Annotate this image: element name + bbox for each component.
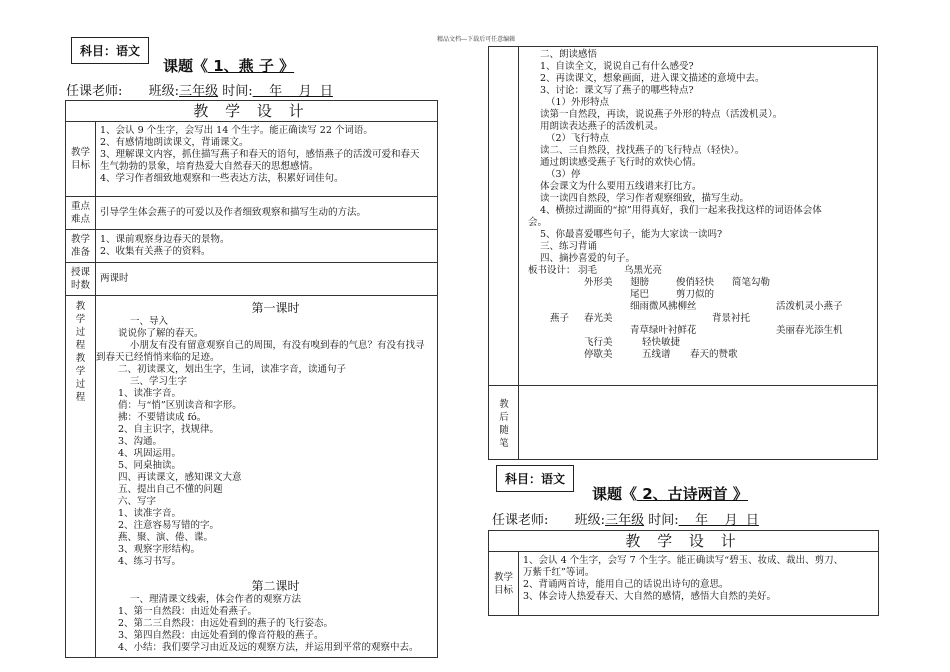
class-value: 三年级	[179, 84, 219, 99]
prep-label: 教学 准备	[66, 230, 96, 263]
prep-cell	[96, 230, 438, 263]
lesson1-line: 小朋友有没有留意观察自己的周围，有没有嗅到春的气息？有没有找寻	[130, 340, 425, 351]
lesson1-line: 二、初读课文，划出生字，生词，读准字音，读通句子	[118, 364, 347, 375]
board-text: 五线谱	[642, 349, 671, 360]
cont-line: 2、再读课文，想象画面，进入课文描述的意境中去。	[540, 73, 765, 84]
prep-line: 1、课前观察身边春天的景物。	[100, 234, 230, 245]
lesson1-line: 说说你了解的春天。	[118, 328, 204, 339]
board-text: 停歇美	[584, 349, 613, 360]
lesson1-line: 2、注意容易写错的字。	[118, 520, 220, 531]
board-text: 背景衬托	[712, 313, 751, 324]
board-text: 活泼机灵小燕子	[776, 301, 843, 312]
subject-label-2: 科目：语文	[496, 465, 574, 492]
cont-line: 二、朗读感悟	[540, 49, 598, 60]
lesson1-line: 四、再读课文，感知课文大意	[118, 472, 242, 483]
goal-line: 3、理解课文内容，抓住描写燕子和春天的语句，感悟燕子的活泼可爱和春天	[100, 149, 420, 160]
board-text: 细雨微风拂柳丝	[630, 301, 697, 312]
lesson1-line: 4、巩固运用。	[118, 448, 182, 459]
lesson2-line: 一、理清课文线索，体会作者的观察方法	[130, 594, 302, 605]
lesson1-line: 五、提出自己不懂的问题	[118, 484, 223, 495]
frame-divider	[518, 46, 519, 460]
lesson2-line: 1、第一自然段：由近处看燕子。	[118, 606, 258, 617]
board-text: 轻快敏捷	[642, 337, 681, 348]
lesson-plan-table	[65, 100, 438, 658]
goal-line: 2、背诵两首诗，能用自己的话说出诗句的意思。	[523, 579, 729, 590]
title2-prefix: 课题《	[592, 485, 638, 503]
cont-line: （3）停	[546, 169, 581, 180]
goal-line: 1、会认 4 个生字，会写 7 个生字。能正确读写“碧玉、妆成、裁出、剪刀、	[523, 555, 844, 566]
lesson1-line: 三、学习生字	[130, 376, 188, 387]
process-cell	[96, 296, 438, 658]
goal-line: 1、会认 9 个生字，会写出 14 个生字。能正确读写 22 个词语。	[100, 125, 373, 136]
board-text: 春光美	[584, 313, 613, 324]
design-heading-2: 教 学 设 计	[489, 531, 879, 552]
goal-line: 3、体会诗人热爱春天、大自然的感情，感悟大自然的美好。	[523, 591, 777, 602]
hours-text: 两课时	[96, 263, 438, 296]
cont-line: 会。	[528, 217, 548, 228]
teacher-label: 任课老师:	[66, 84, 123, 99]
board-text: 乌黑光亮	[624, 265, 663, 276]
goals-label-2: 教学 目标	[489, 552, 519, 616]
cont-line: 通过朗读感受燕子飞行时的欢快心情。	[540, 157, 702, 168]
board-text: 俊俏轻快	[676, 277, 715, 288]
header-note: 精品文档---下载后可任意编辑	[437, 36, 516, 43]
board-text: 春天的赞歌	[690, 349, 738, 360]
board-text: 尾巴	[630, 289, 650, 300]
lesson1-line: 一、导入	[130, 316, 169, 327]
class-label: 班级:	[574, 513, 606, 528]
lesson-title-2	[592, 483, 748, 504]
goals-cell	[96, 122, 438, 197]
continuation-text	[528, 49, 822, 277]
cont-line: 3、讨论：课文写了燕子的哪些特点?	[540, 85, 694, 96]
subject-label: 科目：语文	[71, 37, 149, 64]
board-text: 翅膀	[630, 277, 650, 288]
cont-line: 板书设计：	[528, 265, 576, 276]
cont-line: 读第一自然段，再读，说说燕子外形的特点（活泼机灵）。	[540, 109, 783, 120]
lesson2-heading: 第二课时	[251, 579, 300, 593]
cont-line: 体会课文为什么要用五线谱来打比方。	[540, 181, 702, 192]
cont-line: 读一读四自然段，学习作者观察细致，描写生动。	[540, 193, 750, 204]
process-label: 教 学 过 程 教 学 过 程	[66, 296, 96, 658]
prep-line: 2、收集有关燕子的资料。	[100, 246, 211, 257]
teacher-label: 任课老师:	[492, 513, 549, 528]
lesson1-line: 拂：不要错读成 fó。	[118, 412, 207, 423]
design-heading: 教 学 设 计	[66, 101, 438, 122]
title-name: 1、燕 子 》	[208, 57, 295, 75]
cont-line: 三、练习背诵	[540, 241, 598, 252]
cont-line: （2）飞行特点	[546, 133, 610, 144]
class-label: 班级:	[148, 84, 180, 99]
board-design	[522, 262, 877, 366]
time-value: 年 月 日	[252, 84, 333, 99]
goals-cell-2	[519, 552, 879, 616]
board-text: 外形美	[584, 277, 613, 288]
cont-line: 1、自读全文，说说自己有什么感受?	[540, 61, 694, 72]
board-text: 羽毛	[578, 265, 598, 276]
time-label: 时间:	[222, 84, 253, 99]
lesson1-line: 3、观察字形结构。	[118, 544, 201, 555]
cont-line: （1）外形特点	[546, 97, 610, 108]
lesson1-line: 1、读准字音。	[118, 388, 182, 399]
goal-line: 万紫千红”等词。	[523, 567, 595, 578]
teacher-info-line	[66, 80, 333, 99]
board-text: 简笔勾勒	[732, 277, 771, 288]
notes-divider	[488, 385, 518, 386]
lesson-title	[163, 55, 294, 76]
hours-label: 授课 时数	[66, 263, 96, 296]
goals-label: 教学 目标	[66, 122, 96, 197]
time-label: 时间:	[648, 513, 679, 528]
goal-line: 2、有感情地朗读课文，背诵课文。	[100, 137, 249, 148]
board-text: 飞行美	[584, 337, 613, 348]
cont-line: 用朗读表达燕子的活泼机灵。	[540, 121, 664, 132]
board-text: 美丽春光添生机	[776, 325, 843, 336]
key-points-text: 引导学生体会燕子的可爱以及作者细致观察和描写生动的方法。	[96, 197, 438, 230]
lesson2-line: 2、第二三自然段：由远处看到的燕子的飞行姿态。	[118, 618, 334, 629]
cont-line: 四、摘抄喜爱的句子。	[540, 253, 636, 264]
title-prefix: 课题《	[163, 57, 209, 75]
lesson1-line: 5、同桌抽读。	[118, 460, 182, 471]
lesson2-line: 3、第四自然段：由远处看到的像音符般的燕子。	[118, 630, 324, 641]
lesson-plan-table-2	[488, 530, 879, 616]
lesson1-line: 俏：与“悄”区别读音和字形。	[118, 400, 242, 411]
board-text: 剪刀似的	[676, 289, 715, 300]
teacher-info-line-2	[492, 509, 759, 528]
goal-line: 4、学习作者细致地观察和一些表达方法，积累好词佳句。	[100, 173, 344, 184]
notes-divider-right	[518, 385, 878, 386]
lesson1-line: 燕、聚、演、倦、谍。	[118, 532, 214, 543]
cont-line: 5、你最喜爱哪些句子，能为大家读一读吗?	[540, 229, 723, 240]
lesson1-line: 1、读准字音。	[118, 508, 182, 519]
board-text: 燕子	[550, 313, 570, 324]
time-value: 年 月 日	[678, 513, 759, 528]
cont-line: 读二、三自然段，找找燕子的飞行特点（轻快）。	[540, 145, 745, 156]
lesson1-line: 3、沟通。	[118, 436, 163, 447]
lesson1-heading: 第一课时	[251, 301, 300, 315]
lesson1-line: 2、自主识字，找规律。	[118, 424, 220, 435]
class-value: 三年级	[605, 513, 645, 528]
title2-name: 2、古诗两首 》	[637, 485, 748, 503]
key-points-label: 重点 难点	[66, 197, 96, 230]
cont-line: 4、横掠过湖面的“掠”用得真好，我们一起来我找这样的词语体会体	[540, 205, 822, 216]
lesson1-line: 六、写字	[118, 496, 157, 507]
lesson2-line: 4、小结：我们要学习由近及远的观察方法，并运用到平常的观察中去。	[118, 642, 419, 653]
board-text: 青草绿叶衬鲜花	[630, 325, 697, 336]
lesson1-line: 4、练习书写。	[118, 556, 182, 567]
lesson1-line: 到春天已经悄悄来临的足迹。	[96, 352, 220, 363]
notes-label: 教 后 随 笔	[499, 399, 509, 449]
goal-line: 生气勃勃的景象，培育热爱大自然春天的思想感情。	[100, 161, 319, 172]
